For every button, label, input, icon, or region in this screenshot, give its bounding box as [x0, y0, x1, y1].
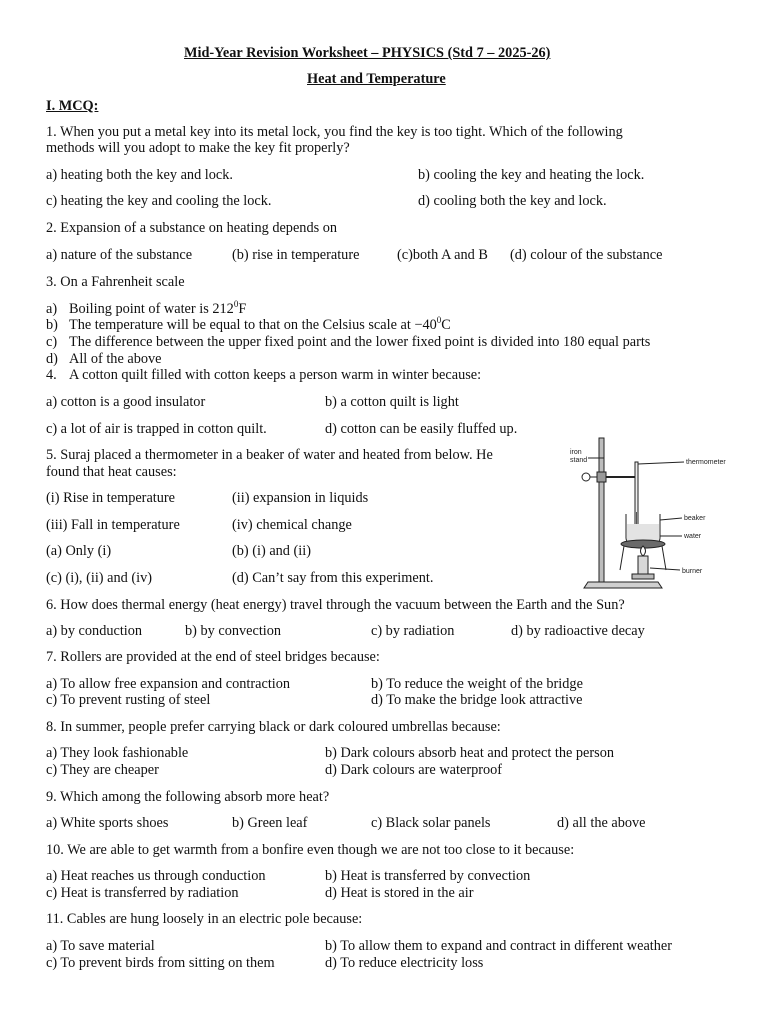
water	[627, 524, 659, 541]
question-9-text: 9. Which among the following absorb more heat?	[46, 789, 330, 805]
q8-option-c: c) They are cheaper	[46, 762, 159, 778]
question-1-text-cont: methods will you adopt to make the key fit properly?	[46, 140, 350, 156]
q8-option-a: a) They look fashionable	[46, 745, 189, 761]
q9-option-d: d) all the above	[557, 815, 646, 831]
question-7-text: 7. Rollers are provided at the end of steel bridges because:	[46, 649, 380, 665]
q10-option-d: d) Heat is stored in the air	[325, 885, 474, 901]
label-stand-line1: iron	[570, 449, 582, 456]
clamp-screw	[582, 473, 590, 481]
q4-option-d: d) cotton can be easily fluffed up.	[325, 421, 518, 437]
q2-option-c: (c)both A and B	[397, 247, 488, 263]
q3-option-d: All of the above	[69, 351, 162, 367]
label-stand-line2: stand	[570, 457, 588, 464]
q1-option-b: b) cooling the key and heating the lock.	[418, 167, 645, 183]
q8-option-d: d) Dark colours are waterproof	[325, 762, 503, 778]
q5-option-d: (d) Can’t say from this experiment.	[232, 570, 434, 586]
q1-option-c: c) heating the key and cooling the lock.	[46, 193, 272, 209]
page-title: Heat and Temperature	[307, 71, 446, 87]
q6-option-a: a) by conduction	[46, 623, 143, 639]
q1-option-a: a) heating both the key and lock.	[46, 167, 233, 183]
question-6-text: 6. How does thermal energy (heat energy) travel through the vacuum between the Earth and the Sun?	[46, 597, 625, 613]
q11-option-b: b) To allow them to expand and contract in different weather	[325, 938, 673, 954]
q10-option-a: a) Heat reaches us through conduction	[46, 868, 266, 884]
stand-base	[584, 582, 662, 588]
experiment-diagram	[566, 432, 746, 592]
q7-option-c: c) To prevent rusting of steel	[46, 692, 211, 708]
q4-option-a: a) cotton is a good insulator	[46, 394, 206, 410]
question-2-text: 2. Expansion of a substance on heating depends on	[46, 220, 338, 236]
q9-option-a: a) White sports shoes	[46, 815, 169, 831]
q6-option-c: c) by radiation	[371, 623, 455, 639]
q8-option-b: b) Dark colours absorb heat and protect the person	[325, 745, 615, 761]
q5-option-b: (b) (i) and (ii)	[232, 543, 311, 559]
q9-option-c: c) Black solar panels	[371, 815, 491, 831]
q2-option-a: a) nature of the substance	[46, 247, 193, 263]
question-10-text: 10. We are able to get warmth from a bonfire even though we are not too close to it because:	[46, 842, 575, 858]
q9-option-b: b) Green leaf	[232, 815, 308, 831]
q3-option-b-label: b)	[46, 317, 58, 333]
label-burner: burner	[682, 568, 703, 575]
q11-option-d: d) To reduce electricity loss	[325, 955, 484, 971]
q10-option-b: b) Heat is transferred by convection	[325, 868, 531, 884]
q10-option-c: c) Heat is transferred by radiation	[46, 885, 239, 901]
question-4-text: A cotton quilt filled with cotton keeps a person warm in winter because:	[69, 367, 482, 383]
question-5-text: 5. Suraj placed a thermometer in a beaker of water and heated from below. He	[46, 447, 493, 463]
q5-statement-i: (i) Rise in temperature	[46, 490, 176, 506]
q5-statement-ii: (ii) expansion in liquids	[232, 490, 369, 506]
q3-option-c-label: c)	[46, 334, 58, 350]
q6-option-b: b) by convection	[185, 623, 282, 639]
q7-option-a: a) To allow free expansion and contraction	[46, 676, 291, 692]
q3-option-a: Boiling point of water is $212^0F$	[69, 299, 247, 317]
clamp-boss	[597, 472, 606, 482]
flame	[641, 546, 646, 556]
label-water: water	[684, 533, 702, 540]
q3-option-a-label: a)	[46, 301, 58, 317]
q1-option-d: d) cooling both the key and lock.	[418, 193, 607, 209]
burner	[638, 556, 648, 574]
q7-option-b: b) To reduce the weight of the bridge	[371, 676, 583, 692]
question-8-text: 8. In summer, people prefer carrying black or dark coloured umbrellas because:	[46, 719, 501, 735]
q4-option-c: c) a lot of air is trapped in cotton quilt.	[46, 421, 267, 437]
q3-option-c: The difference between the upper fixed point and the lower fixed point is divided into 180 equal parts	[69, 334, 651, 350]
q5-option-a: (a) Only (i)	[46, 543, 112, 559]
label-beaker: beaker	[684, 515, 706, 522]
q11-option-a: a) To save material	[46, 938, 155, 954]
q5-statement-iv: (iv) chemical change	[232, 517, 352, 533]
q6-option-d: d) by radioactive decay	[511, 623, 645, 639]
q4-option-b: b) a cotton quilt is light	[325, 394, 459, 410]
question-11-text: 11. Cables are hung loosely in an electric pole because:	[46, 911, 363, 927]
question-3-text: 3. On a Fahrenheit scale	[46, 274, 185, 290]
label-thermometer: thermometer	[686, 459, 726, 466]
q11-option-c: c) To prevent birds from sitting on them	[46, 955, 275, 971]
q3-option-d-label: d)	[46, 351, 58, 367]
question-4-label: 4.	[46, 367, 57, 383]
q5-option-c: (c) (i), (ii) and (iv)	[46, 570, 152, 586]
q2-option-d: (d) colour of the substance	[510, 247, 663, 263]
q2-option-b: (b) rise in temperature	[232, 247, 360, 263]
question-5-text-cont: found that heat causes:	[46, 464, 177, 480]
question-1-text: 1. When you put a metal key into its metal lock, you find the key is too tight. Which of the following	[46, 124, 623, 140]
q7-option-d: d) To make the bridge look attractive	[371, 692, 583, 708]
q3-option-b: The temperature will be equal to that on the Celsius scale at $-40^0C$	[69, 315, 451, 333]
section-heading: I. MCQ:	[46, 98, 99, 114]
q5-statement-iii: (iii) Fall in temperature	[46, 517, 180, 533]
worksheet-title: Mid-Year Revision Worksheet – PHYSICS (Std 7 – 2025-26)	[184, 45, 551, 61]
stand-rod	[599, 438, 604, 582]
